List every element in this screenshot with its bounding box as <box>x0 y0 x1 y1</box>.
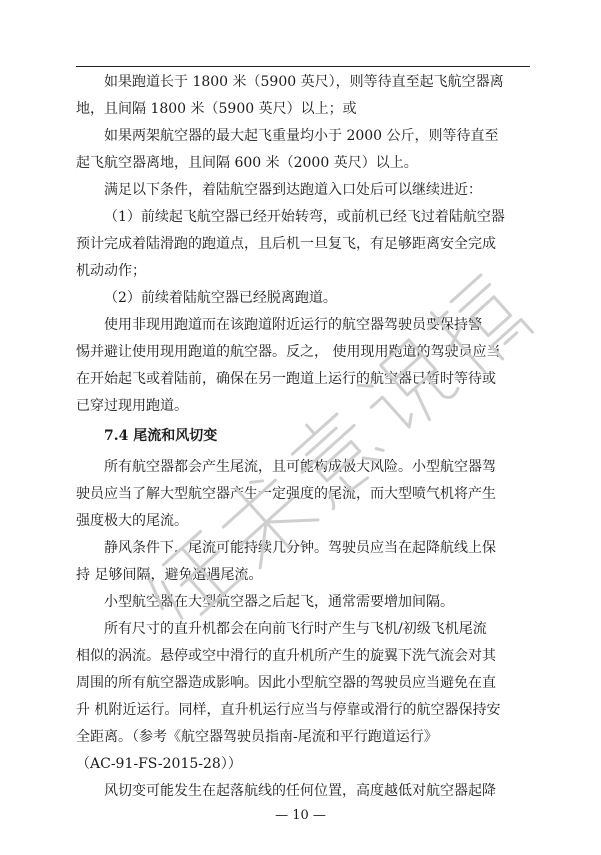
text-line: 如果跑道长于 1800 米（5900 英尺），则等待直至起飞航空器离 <box>104 74 504 90</box>
text-line: 风切变可能发生在起落航线的任何位置，高度越低对航空器起降 <box>104 783 496 799</box>
text-line: 满足以下条件，着陆航空器到达跑道入口处后可以继续进近： <box>104 182 482 198</box>
text-line: 强度极大的尾流。 <box>76 513 188 529</box>
text-line: 所有尺寸的直升机都会在向前飞行时产生与飞机/初级飞机尾流 <box>104 621 487 637</box>
text-line: 驶员应当了解大型航空器产生一定强度的尾流，而大型喷气机将产生 <box>76 486 496 502</box>
text-line: 持 足够间隔，避免遭遇尾流。 <box>76 567 263 583</box>
text-line: 升 机附近运行。同样，直升机运行应当与停靠或滑行的航空器保持安 <box>76 702 501 718</box>
text-line: 机动动作； <box>76 263 146 279</box>
text-line: 起飞航空器离地，且间隔 600 米（2000 英尺）以上。 <box>76 155 418 171</box>
text-line: 地，且间隔 1800 米（5900 英尺）以上；或 <box>76 101 357 117</box>
text-line: 使用非现用跑道而在该跑道附近运行的航空器驾驶员要保持警 <box>104 317 482 333</box>
text-line: 惕并避让使用现用跑道的航空器。反之， 使用现用跑道的驾驶员应当 <box>76 344 501 360</box>
text-line: 在开始起飞或着陆前，确保在另一跑道上运行的航空器已暂时等待或 <box>76 371 496 387</box>
text-line: 所有航空器都会产生尾流，且可能构成极大风险。小型航空器驾 <box>104 459 496 475</box>
text-line: （AC-91-FS-2015-28）） <box>76 756 242 772</box>
text-line: 全距离。（参考《航空器驾驶员指南-尾流和平行跑道运行》 <box>76 729 438 745</box>
text-line: 已穿过现用跑道。 <box>76 398 188 414</box>
page-number: — 10 — <box>275 808 326 823</box>
section-heading: 7.4 尾流和风切变 <box>104 428 218 444</box>
text-line: （1）前续起飞航空器已经开始转弯，或前机已经飞过着陆航空器 <box>104 209 505 225</box>
text-line: 预计完成着陆滑跑的跑道点，且后机一旦复飞，有足够距离安全完成 <box>76 236 496 252</box>
text-line: 小型航空器在大型航空器之后起飞，通常需要增加间隔。 <box>104 594 454 610</box>
text-line: 周围的所有航空器造成影响。因此小型航空器的驾驶员应当避免在直 <box>76 675 496 691</box>
header-rule <box>76 66 530 67</box>
text-line: 如果两架航空器的最大起飞重量均小于 2000 公斤，则等待直至 <box>104 128 499 144</box>
text-line: （2）前续着陆航空器已经脱离跑道。 <box>104 290 337 306</box>
text-line: 静风条件下，尾流可能持续几分钟。驾驶员应当在起降航线上保 <box>104 540 496 556</box>
text-line: 相似的涡流。悬停或空中滑行的直升机所产生的旋翼下洗气流会对其 <box>76 648 496 664</box>
